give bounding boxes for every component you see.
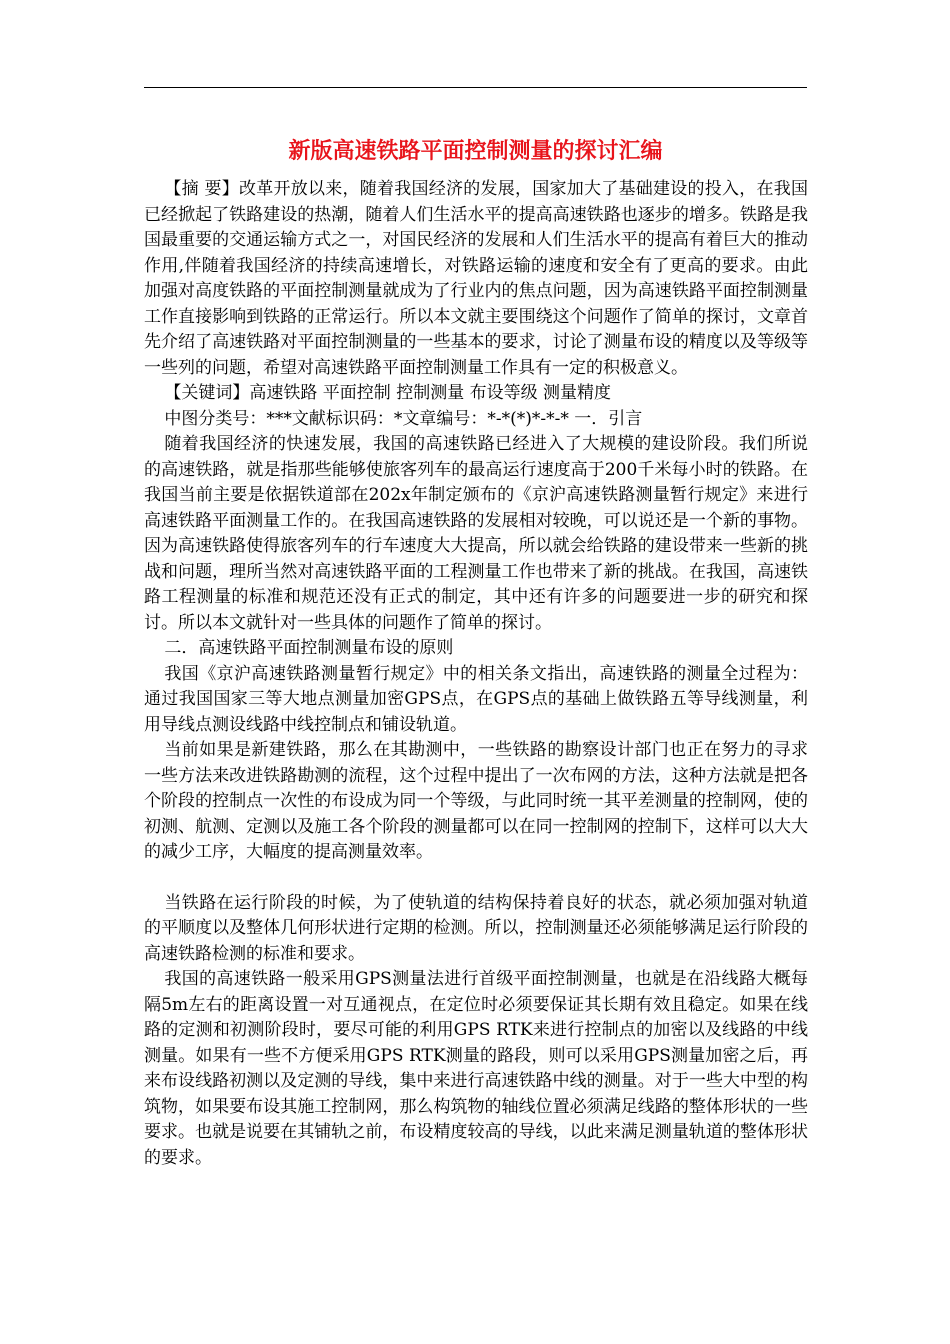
section-heading: 二．高速铁路平面控制测量布设的原则 (164, 638, 454, 658)
body-paragraph: 我国的高速铁路一般采用GPS测量法进行首级平面控制测量，也就是在沿线路大概每隔5m左右的距离设置一对互通视点，在定位时必须要保证其长期有效且稳定。如果在线路的定测和初测阶段时，要尽可能的利用GPS RTK来进行控制点的加密以及线路的中线测量。如果有一些不方便采用GPS RTK测量的路段，则可以采用GPS测量加密之后，再来布设线路初测以及定测的导线，集中来进行高速铁路中线的测量。对于一些大中型的构筑物，如果要布设其施工控制网，那么构筑物的轴线位置必须满足线路的整体形状的一些要求。也就是说要在其铺轨之前，布设精度较高的导线，以此来满足测量轨道的整体形状的要求。 (144, 969, 808, 1168)
header-rule (144, 87, 807, 88)
document-title: 新版高速铁路平面控制测量的探讨汇编 (288, 138, 663, 164)
introduction-paragraph: 随着我国经济的快速发展，我国的高速铁路已经进入了大规模的建设阶段。我们所说的高速铁路，就是指那些能够使旅客列车的最高运行速度高于200千米每小时的铁路。在我国当前主要是依据铁道部在202x年制定颁布的《京沪高速铁路测量暂行规定》来进行高速铁路平面测量工作的。在我国高速铁路的发展相对较晚，可以说还是一个新的事物。因为高速铁路使得旅客列车的行车速度大大提高，所以就会给铁路的建设带来一些新的挑战和问题，理所当然对高速铁路平面的工程测量工作也带来了新的挑战。在我国，高速铁路工程测量的标准和规范还没有正式的制定，其中还有许多的问题要进一步的研究和探讨。所以本文就针对一些具体的问题作了简单的探讨。 (144, 434, 808, 633)
body-paragraph: 当前如果是新建铁路，那么在其勘测中，一些铁路的勘察设计部门也正在努力的寻求一些方法来改进铁路勘测的流程，这个过程中提出了一次布网的方法，这种方法就是把各个阶段的控制点一次性的布设成为同一个等级，与此同时统一其平差测量的控制网，使的初测、航测、定测以及施工各个阶段的测量都可以在同一控制网的控制下，这样可以大大的减少工序，大幅度的提高测量效率。 (144, 740, 808, 862)
abstract-paragraph: 【摘 要】改革开放以来，随着我国经济的发展，国家加大了基础建设的投入，在我国已经掀起了铁路建设的热潮，随着人们生活水平的提高高速铁路也逐步的增多。铁路是我国最重要的交通运输方式之一，对国民经济的发展和人们生活水平的提高有着巨大的推动作用,伴随着我国经济的持续高速增长，对铁路运输的速度和安全有了更高的要求。由此加强对高度铁路的平面控制测量就成为了行业内的焦点问题，因为高速铁路平面控制测量工作直接影响到铁路的正常运行。所以本文就主要围绕这个问题作了简单的探讨，文章首先介绍了高速铁路对平面控制测量的一些基本的要求，讨论了测量布设的精度以及等级等一些列的问题，希望对高速铁路平面控制测量工作具有一定的积极意义。 (144, 179, 808, 378)
classification-paragraph: 中图分类号：***文献标识码：*文章编号：*-*(*)*-*-* 一．引言 (164, 408, 643, 429)
document-body (144, 177, 808, 1171)
body-paragraph: 当铁路在运行阶段的时候，为了使轨道的结构保持着良好的状态，就必须加强对轨道的平顺度以及整体几何形状进行定期的检测。所以，控制测量还必须能够满足运行阶段的高速铁路检测的标准和要求。 (144, 892, 808, 964)
keywords-paragraph: 【关键词】高速铁路 平面控制 控制测量 布设等级 测量精度 (164, 383, 612, 403)
body-paragraph: 我国《京沪高速铁路测量暂行规定》中的相关条文指出，高速铁路的测量全过程为：通过我国国家三等大地点测量加密GPS点，在GPS点的基础上做铁路五等导线测量，利用导线点测设线路中线控制点和铺设轨道。 (144, 663, 808, 735)
